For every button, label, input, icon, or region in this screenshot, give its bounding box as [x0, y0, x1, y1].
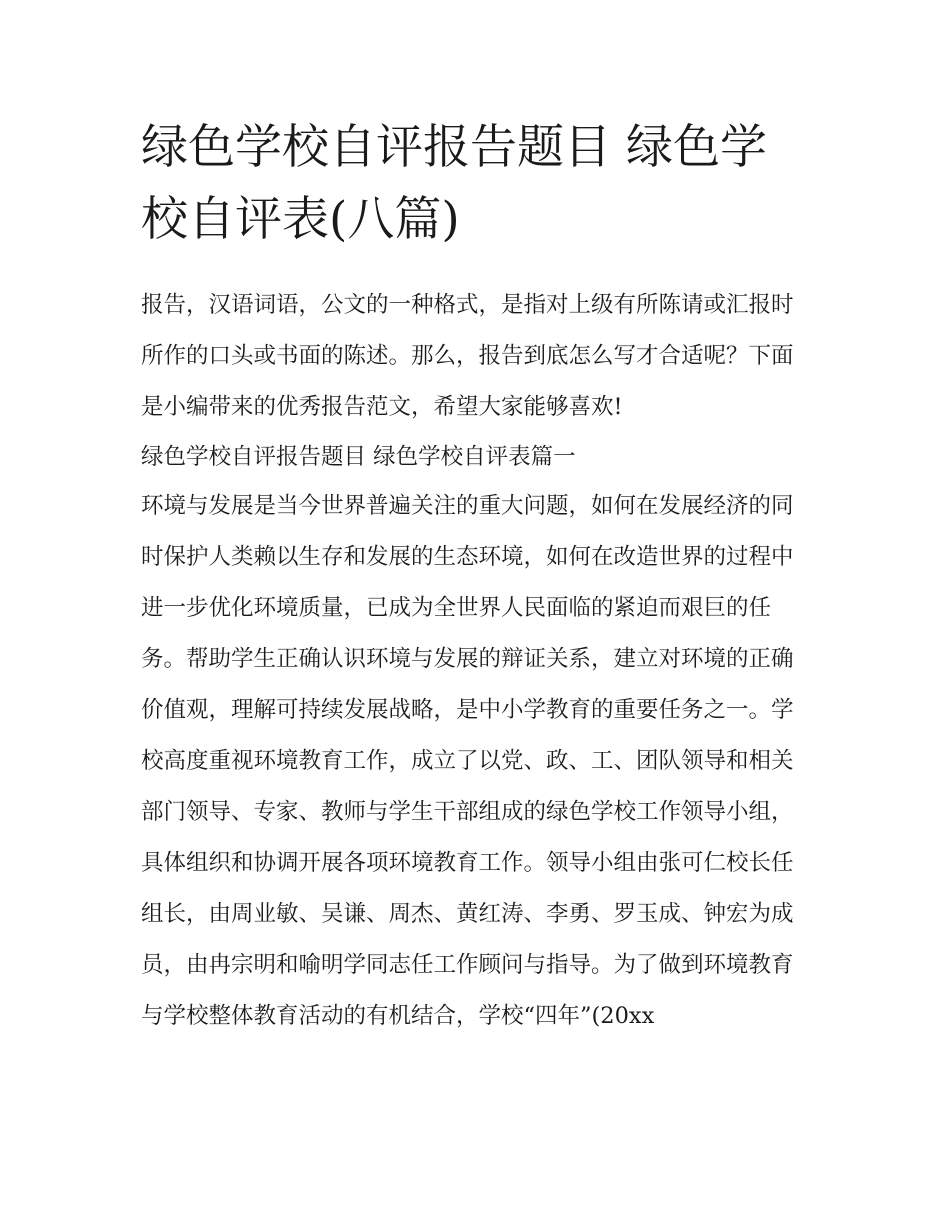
document-body — [141, 280, 813, 1042]
body-paragraph: 环境与发展是当今世界普遍关注的重大问题，如何在发展经济的同时保护人类赖以生存和发展的生态环境，如何在改造世界的过程中进一步优化环境质量，已成为全世界人民面临的紧迫而艰巨的任务。帮助学生正确认识环境与发展的辩证关系，建立对环境的正确价值观，理解可持续发展战略，是中小学教育的重要任务之一。学校高度重视环境教育工作，成立了以党、政、工、团队领导和相关部门领导、专家、教师与学生干部组成的绿色学校工作领导小组，具体组织和协调开展各项环境教育工作。领导小组由张可仁校长任组长，由周业敏、吴谦、周杰、黄红涛、李勇、罗玉成、钟宏为成员，由冉宗明和喻明学同志任工作顾问与指导。为了做到环境教育与学校整体教育活动的有机结合，学校“四年”(20xx — [141, 493, 794, 1029]
intro-paragraph: 报告，汉语词语，公文的一种格式，是指对上级有所陈请或汇报时所作的口头或书面的陈述。那么，报告到底怎么写才合适呢？下面是小编带来的优秀报告范文，希望大家能够喜欢! — [141, 292, 794, 420]
section-heading: 绿色学校自评报告题目 绿色学校自评表篇一 — [141, 444, 576, 470]
document-title: 绿色学校自评报告题目 绿色学校自评表(八篇) — [141, 120, 767, 247]
document-page — [141, 112, 813, 1042]
